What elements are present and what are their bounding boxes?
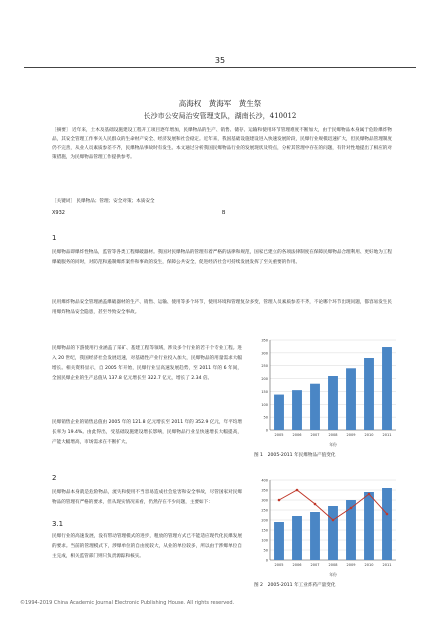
- authors: 高海权 黄海军 黄生祭: [178, 99, 262, 108]
- bar: [328, 506, 338, 560]
- y-tick-label: 0: [265, 558, 268, 563]
- section-3-paragraph-1: 民爆物品本身就是危险物品，流失和使用不当容易造成社会危害和安全事故，尽管国家对民爆物品的管理有严格的要求，但从现实情况来看，仍然存在不少问题，主要如下：: [52, 490, 242, 505]
- x-tick-label: 2009: [346, 433, 356, 437]
- line-point: [332, 519, 335, 522]
- x-tick-label: 2005: [274, 433, 284, 437]
- section-heading-2: 2: [52, 474, 57, 482]
- bar: [274, 522, 284, 560]
- y-tick-label: 100: [261, 402, 268, 407]
- affiliation: 长沙市公安局治安管理支队，湖南长沙，410012: [143, 112, 297, 120]
- classification-code: X932: [52, 210, 65, 216]
- section-1-paragraph-2: 民用爆炸物品安全管理涵盖爆破器材的生产、销售、运输、使用等多个环节，使用环境和管理复杂多变，管理人员素质参差不齐，不论哪个环节出现问题，都容易发生民用爆炸物品安全隐患，甚至导致安全事故。: [52, 300, 392, 315]
- y-tick-label: 250: [261, 364, 268, 369]
- bar: [292, 390, 302, 430]
- x-axis-label: 年份: [329, 572, 337, 577]
- x-tick-label: 2006: [292, 433, 302, 437]
- line-point: [296, 489, 299, 492]
- bar: [328, 376, 338, 430]
- section-4-paragraph-1: 民爆行业的高速发展，没有带动管理模式的进步，粗放的管理方式已不能适应现代化民爆发展的要求。当前的管理模式下，涉爆单位的自由度较大，从业的单位较多，所以由于涉爆单位自主完成，相关监管部门则只负责源踪和核实。: [52, 534, 242, 559]
- bar: [310, 512, 320, 560]
- section-heading-3-1: 3.1: [52, 520, 64, 528]
- y-tick-label: 300: [261, 498, 268, 503]
- section-heading-1: 1: [52, 234, 57, 242]
- y-tick-label: 400: [261, 478, 268, 483]
- y-tick-label: 300: [261, 351, 268, 356]
- x-tick-label: 2011: [382, 433, 392, 437]
- y-tick-label: 100: [261, 538, 268, 543]
- line-point: [278, 499, 281, 502]
- x-tick-label: 2009: [346, 563, 356, 567]
- x-tick-label: 2007: [310, 433, 320, 437]
- y-tick-label: 0: [265, 428, 268, 433]
- x-tick-label: 2006: [292, 563, 302, 567]
- line-point: [314, 503, 317, 506]
- bar: [364, 358, 374, 430]
- bar: [364, 492, 374, 560]
- x-tick-label: 2007: [310, 563, 320, 567]
- figure-2-chart: [252, 476, 400, 580]
- x-tick-label: 2011: [382, 563, 392, 567]
- bar: [346, 368, 356, 430]
- y-tick-label: 50: [263, 548, 268, 553]
- line-point: [386, 513, 389, 516]
- y-tick-label: 200: [261, 518, 268, 523]
- y-tick-label: 250: [261, 508, 268, 513]
- figure-2-caption: 图 2 2005-2011 年工业炸药产量变化: [254, 583, 336, 588]
- x-tick-label: 2005: [274, 563, 284, 567]
- figure-1-chart: [252, 336, 400, 450]
- x-tick-label: 2008: [328, 433, 338, 437]
- section-2-paragraph-1: 民爆物品的下游使用行业涵盖了采矿、基建工程等领域，涉及多个行业的若干个专业工程。进入 20 世纪，我国经济社会发展迅速，对基础性产业行业投入加大，民爆物品的用量需求大幅增长。相关资料显示，自 2005 年开始，民爆行业呈高速发展趋势，至 2011 年的 6 年间，全国民爆企业的生产总值从 137.8 亿元增长至 322.7 亿元，增长了 2.34 倍。: [52, 346, 242, 381]
- y-tick-label: 350: [261, 338, 268, 343]
- copyright-footer: ©1994-2019 China Academic Journal Electronic Publishing House. All rights reserved.: [20, 600, 235, 606]
- x-tick-label: 2010: [364, 563, 374, 567]
- bar: [274, 395, 284, 430]
- x-tick-label: 2008: [328, 563, 338, 567]
- y-tick-label: 150: [261, 389, 268, 394]
- bar: [310, 384, 320, 430]
- line-point: [350, 507, 353, 510]
- abstract: ［摘要］ 近年来，土木及基础设施建设工程开工项目逐年增加，民爆物品的生产、销售、储存、运输和使用环节管理难度不断加大，由于民爆物品本身属于危险爆炸物品，其安全管理工作事关人民群众的生命财产安全、经济发展和社会稳定。近年来，我国基础设施建设进入快速发展阶段，民爆行业规模迅速扩大，但民爆物品管理制度仍不完善，从业人员素质参差不齐，民爆物品事故时有发生。本文通过分析我国民爆物品行业的发展现状及特点，分析其管理中存在的问题，有针对性地提出了相应的对策措施，为民爆物品管理工作提供参考。: [52, 128, 392, 160]
- figure-1-caption: 图 1 2005-2011 年民爆物品产值变化: [254, 453, 336, 458]
- bar: [292, 516, 302, 560]
- page-number: 35: [214, 56, 226, 65]
- section-1-paragraph-1: 民爆物品即爆炸性物品，监管等各类工程爆破器材。我国对民爆物品的管理有着严格的法律和规范，国家已建立的各项法律制度在保障民爆物品合理利用、更好地为工程爆破服务的同时，对防范和遏制爆炸案件和事故的发生，保障公共安全，促进经济社会可持续发展发挥了至关重要的作用。: [52, 250, 392, 265]
- line-point: [368, 493, 371, 496]
- header-rule: [24, 67, 416, 68]
- document-code: B: [222, 210, 226, 216]
- keywords: ［关键词］ 民爆物品；管理；安全对策；本质安全: [52, 199, 155, 204]
- y-tick-label: 50: [263, 415, 268, 420]
- section-2-paragraph-2: 民爆销售企业的销售总值由 2005 年的 121.8 亿元增长至 2011 年的 352.9 亿元，年平均增长率为 19.4%。由此得出，受基础设施建设增长影响，民爆物品行业呈快速增长大幅提高，产能大幅增高，市场需求在不断扩大。: [52, 420, 242, 445]
- x-axis-label: 年份: [329, 442, 337, 447]
- bar: [382, 488, 392, 560]
- y-tick-label: 150: [261, 528, 268, 533]
- classification: [52, 210, 392, 216]
- y-tick-label: 350: [261, 488, 268, 493]
- y-tick-label: 200: [261, 377, 268, 382]
- x-tick-label: 2010: [364, 433, 374, 437]
- bar: [382, 347, 392, 430]
